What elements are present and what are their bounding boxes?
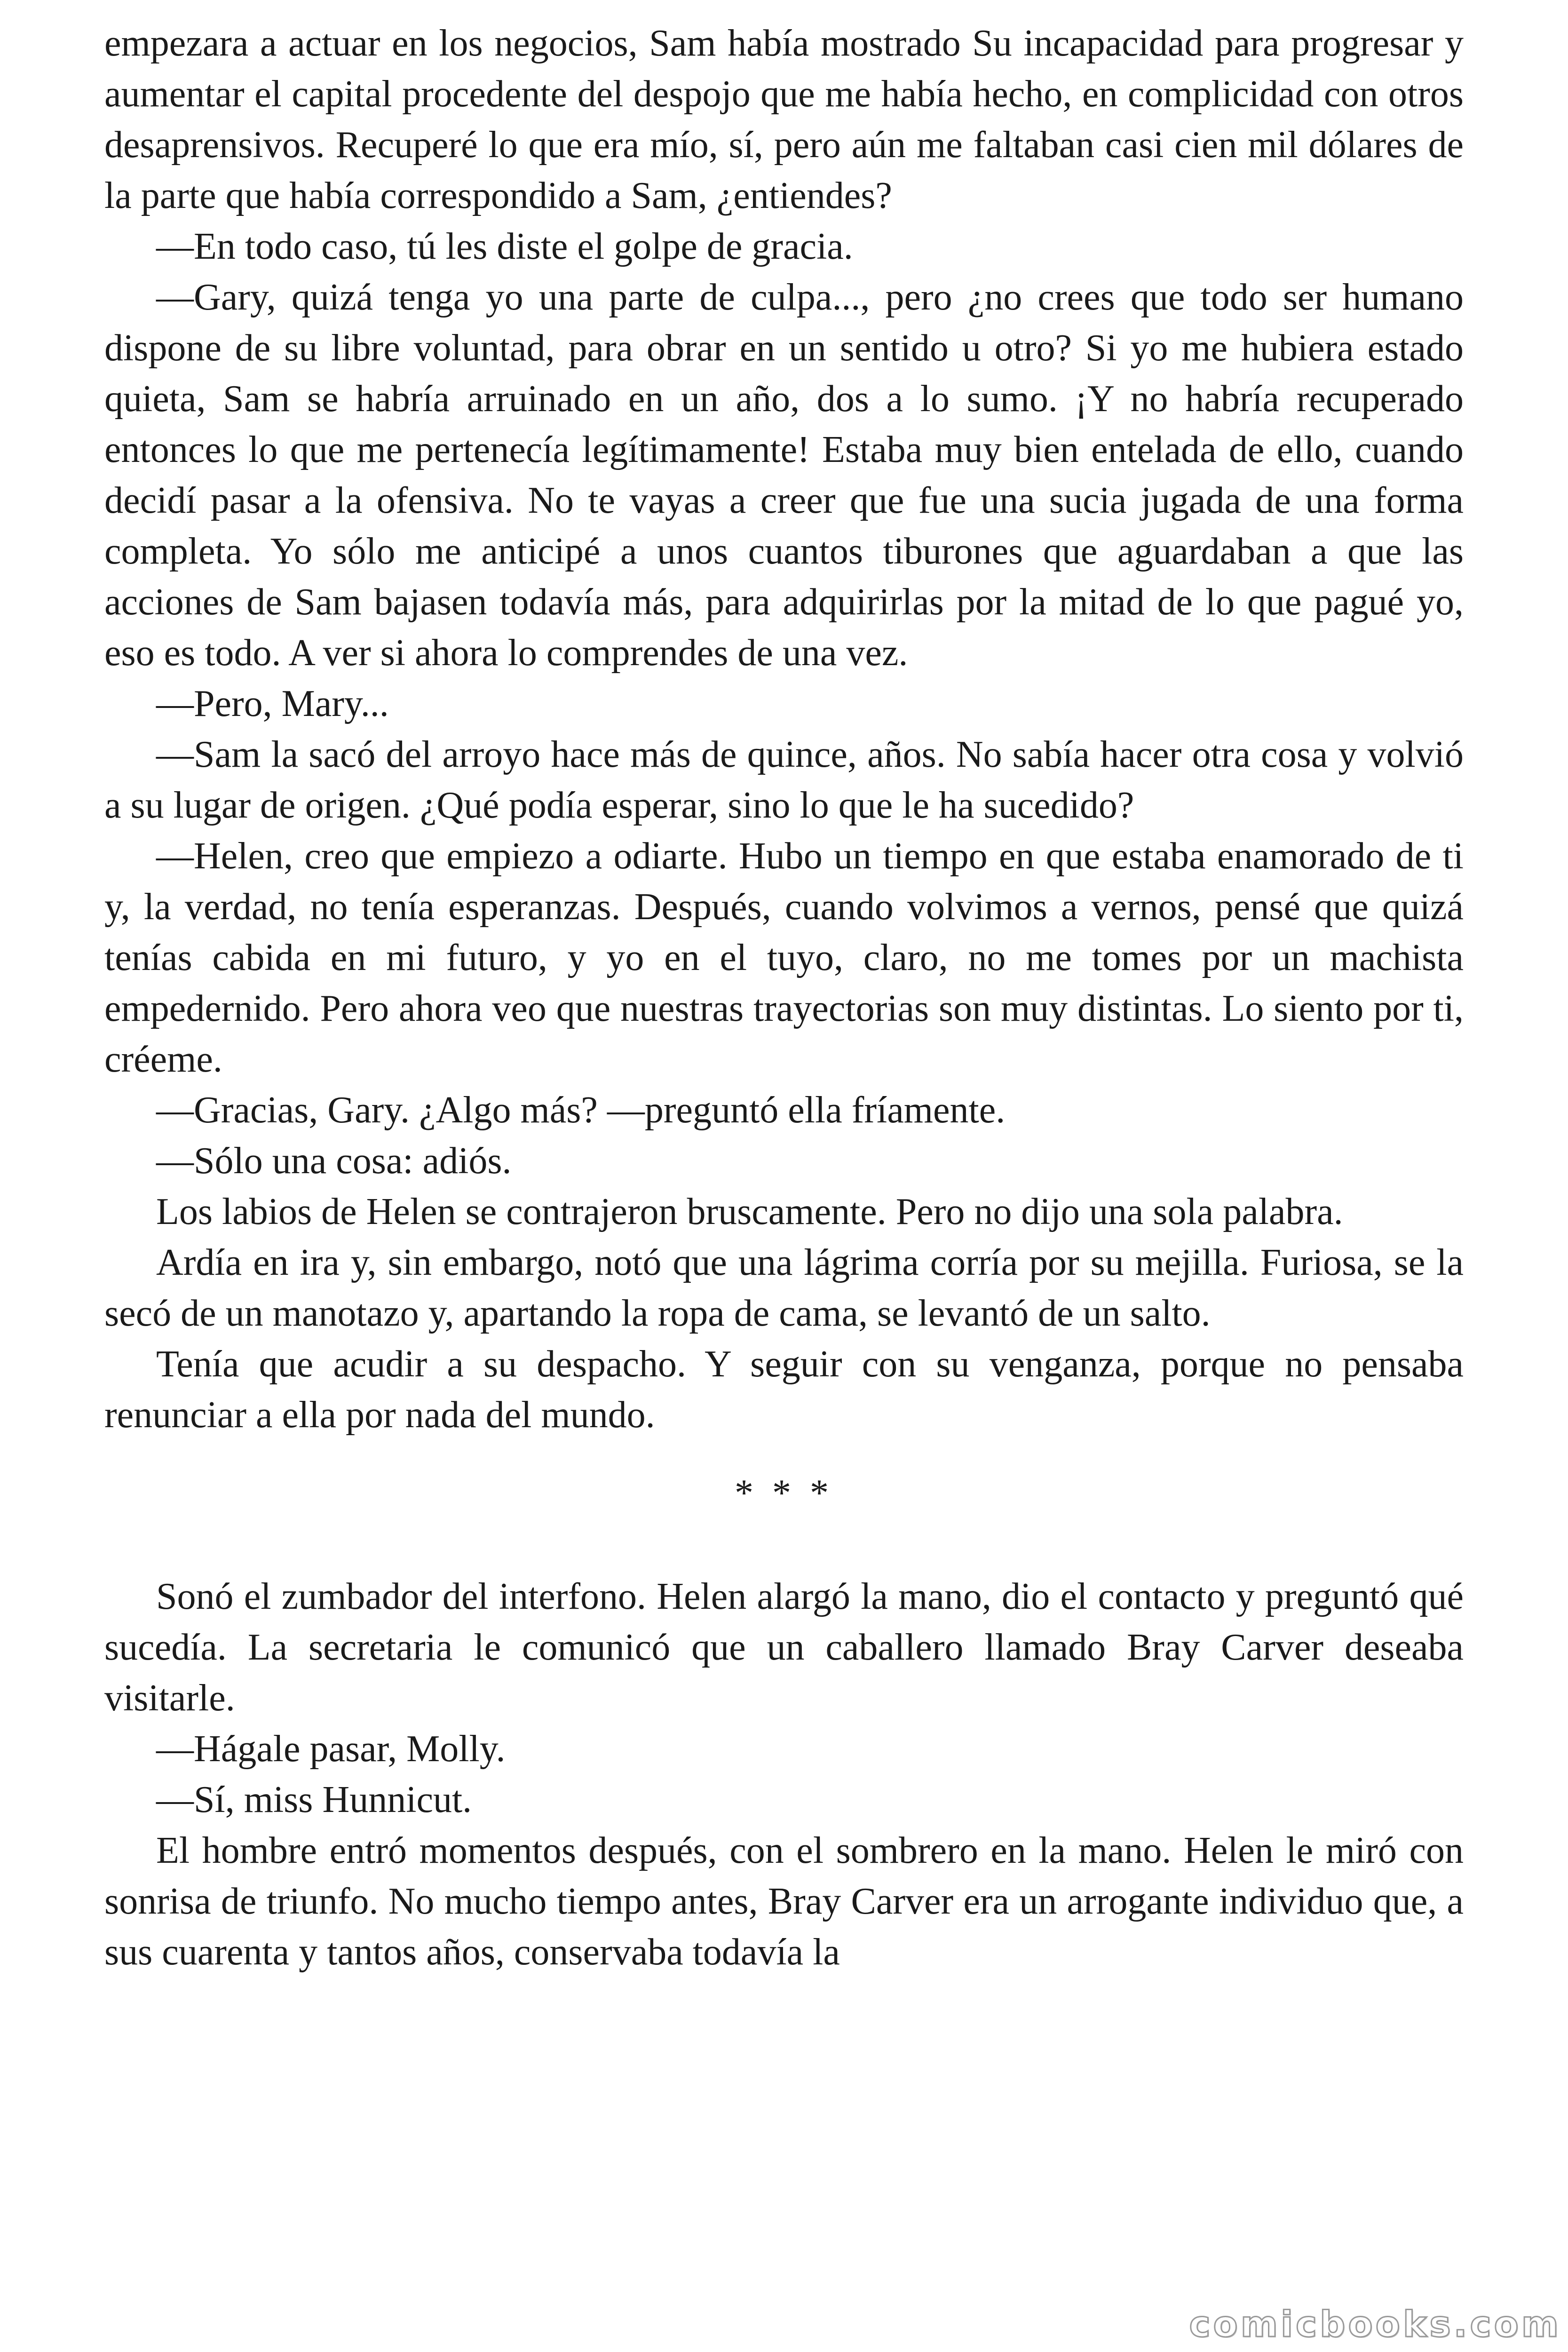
paragraph-continuation: empezara a actuar en los negocios, Sam había mostrado Su incapacidad para progresar y aumentar el capital procedente del despojo que me había hecho, en complicidad con otros desaprensivos. Recuperé lo que era mío, sí, pero aún me faltaban casi cien mil dólares de la parte que había correspondido a Sam, ¿entiendes? xyxy=(104,23,1464,216)
paragraph-dialogue: —Gracias, Gary. ¿Algo más? —preguntó ella fríamente. xyxy=(156,1089,1006,1131)
paragraph-dialogue: —Sam la sacó del arroyo hace más de quince, años. No sabía hacer otra cosa y volvió a su lugar de origen. ¿Qué podía esperar, sino lo que le ha sucedido? xyxy=(104,734,1464,826)
paragraph-dialogue: —Helen, creo que empiezo a odiarte. Hubo un tiempo en que estaba enamorado de ti y, la verdad, no tenía esperanzas. Después, cuando volvimos a vernos, pensé que quizá tenías cabida en mi futuro, y yo en el tuyo, claro, no me tomes por un machista empedernido. Pero ahora veo que nuestras trayectorias son muy distintas. Lo siento por ti, créeme. xyxy=(104,835,1464,1080)
paragraph-narration: El hombre entró momentos después, con el sombrero en la mano. Helen le miró con sonrisa de triunfo. No mucho tiempo antes, Bray Carver era un arrogante individuo que, a sus cuarenta y tantos años, conservaba todavía la xyxy=(104,1830,1464,1973)
paragraph-dialogue: —Sólo una cosa: adiós. xyxy=(156,1140,512,1182)
watermark: comicbooks.com xyxy=(1189,2303,1561,2345)
scene-separator: * * * xyxy=(735,1472,833,1514)
paragraph-dialogue: —Sí, miss Hunnicut. xyxy=(156,1779,472,1820)
paragraph-narration: Sonó el zumbador del interfono. Helen alargó la mano, dio el contacto y preguntó qué sucedía. La secretaria le comunicó que un caballero llamado Bray Carver deseaba visitarle. xyxy=(104,1576,1464,1719)
paragraph-dialogue: —En todo caso, tú les diste el golpe de gracia. xyxy=(156,226,853,267)
paragraph-dialogue: —Gary, quizá tenga yo una parte de culpa..., pero ¿no crees que todo ser humano dispone de su libre voluntad, para obrar en un sentido u otro? Si yo me hubiera estado quieta, Sam se habría arruinado en un año, dos a lo sumo. ¡Y no habría recuperado entonces lo que me pertenecía legítimamente! Estaba muy bien entelada de ello, cuando decidí pasar a la ofensiva. No te vayas a creer que fue una sucia jugada de una forma completa. Yo sólo me anticipé a unos cuantos tiburones que aguardaban a que las acciones de Sam bajasen todavía más, para adquirirlas por la mitad de lo que pagué yo, eso es todo. A ver si ahora lo comprendes de una vez. xyxy=(104,277,1464,674)
paragraph-narration: Ardía en ira y, sin embargo, notó que una lágrima corría por su mejilla. Furiosa, se la secó de un manotazo y, apartando la ropa de cama, se levantó de un salto. xyxy=(104,1242,1464,1334)
paragraph-narration: Tenía que acudir a su despacho. Y seguir con su venganza, porque no pensaba renunciar a ella por nada del mundo. xyxy=(104,1343,1464,1436)
book-page-text xyxy=(104,18,1464,1978)
paragraph-dialogue: —Hágale pasar, Molly. xyxy=(156,1728,506,1770)
paragraph-dialogue: —Pero, Mary... xyxy=(156,683,389,724)
paragraph-narration: Los labios de Helen se contrajeron bruscamente. Pero no dijo una sola palabra. xyxy=(156,1191,1343,1232)
